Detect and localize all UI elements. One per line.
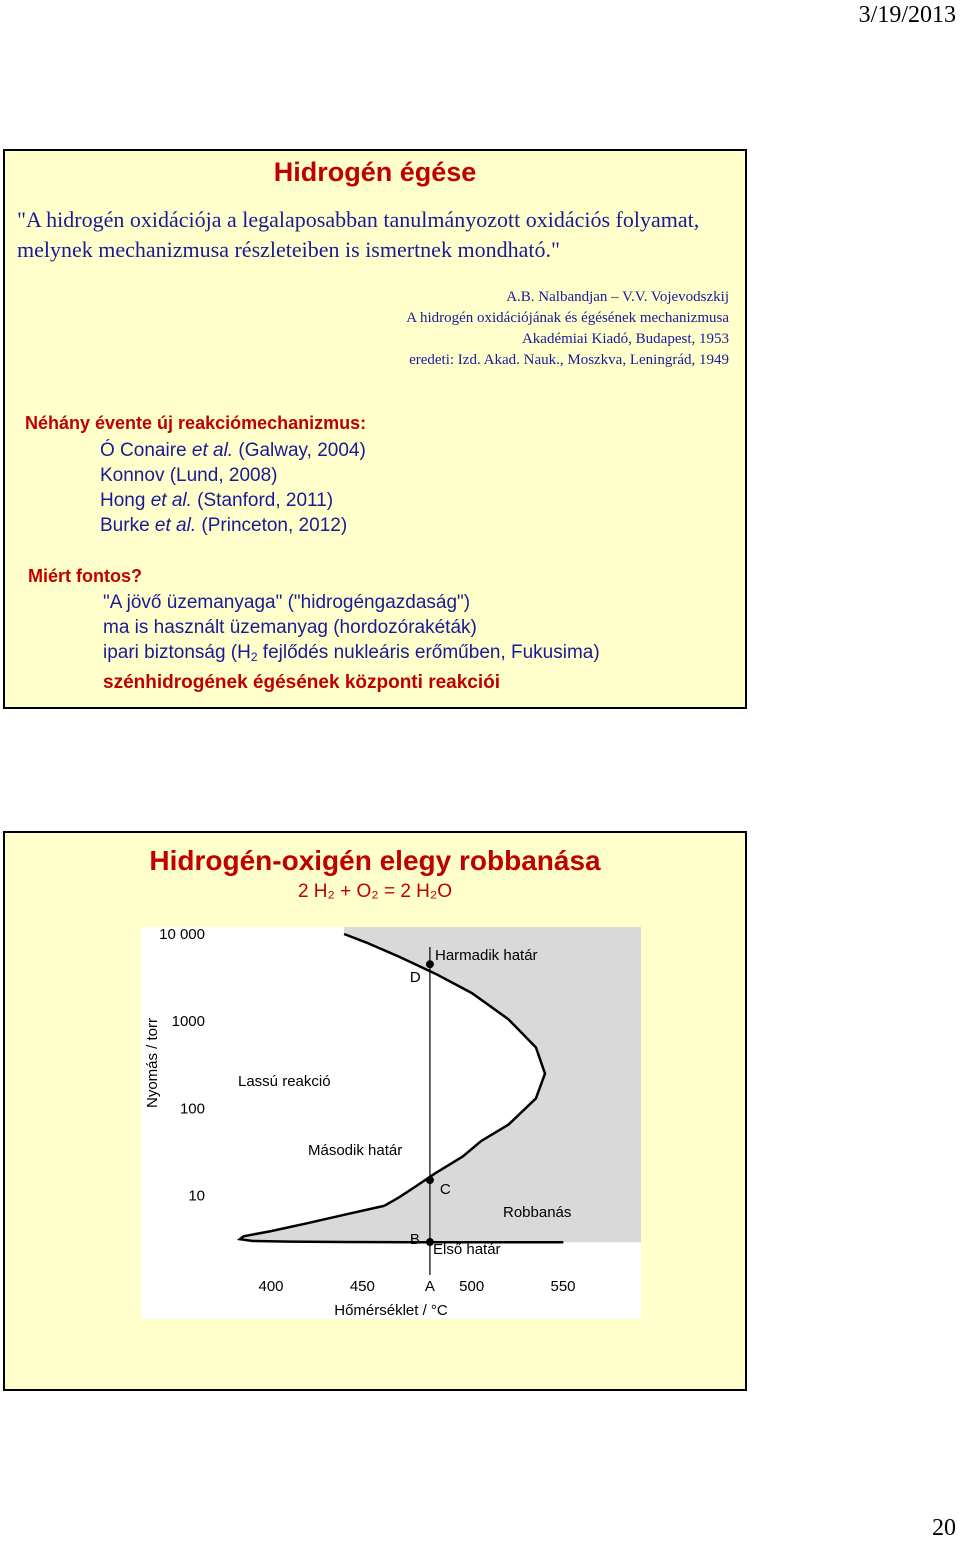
x-tick-label: 400 <box>258 1278 284 1295</box>
list-item: Hong et al. (Stanford, 2011) <box>100 490 334 511</box>
x-tick-label: 450 <box>349 1278 375 1295</box>
list-item: Burke et al. (Princeton, 2012) <box>100 515 348 536</box>
point-label-a: A <box>424 1278 435 1295</box>
reference-line: A.B. Nalbandjan – V.V. Vojevodszkij <box>506 289 729 305</box>
mechanisms-list <box>100 438 366 538</box>
list-item: ipari biztonság ($H_2$ fejlődés nukleáris erőműben, Fukusima) <box>103 642 600 664</box>
slide-title: Hidrogén égése <box>273 157 477 187</box>
x-axis-label: Hőmérséklet / °C <box>334 1302 448 1319</box>
y-tick-label: 1000 <box>171 1013 205 1031</box>
slide-explosion-limits <box>3 831 747 1391</box>
page-number: 20 <box>932 1515 956 1541</box>
y-tick-label: 100 <box>179 1100 205 1118</box>
mechanisms-heading: Néhány évente új reakciómechanizmus: <box>25 413 367 433</box>
annotation-third-limit: Harmadik határ <box>435 947 538 964</box>
reference-line: eredeti: Izd. Akad. Nauk., Moszkva, Leningrád, 1949 <box>409 352 729 368</box>
y-tick-label: 10 <box>188 1187 205 1205</box>
annotation-explosion: Robbanás <box>503 1204 572 1221</box>
y-axis-label: Nyomás / torr <box>144 1017 161 1109</box>
list-item: Konnov (Lund, 2008) <box>100 465 278 486</box>
limit-point-d <box>426 960 434 968</box>
y-tick-label: 10 000 <box>159 927 205 943</box>
annotation-second-limit: Második határ <box>308 1142 403 1159</box>
explosion-limits-chart <box>141 927 641 1319</box>
x-tick-label: 550 <box>550 1278 576 1295</box>
quote-text: "A hidrogén oxidációja a legalaposabban tanulmányozott oxidációs folyamat, melynek mechanizmusa részleteiben is ismertnek mondható." <box>17 207 700 262</box>
list-item: "A jövő üzemanyaga" ("hidrogéngazdaság") <box>103 592 471 613</box>
list-item: Ó Conaire et al. (Galway, 2004) <box>100 440 366 461</box>
point-label-b: B <box>409 1231 420 1249</box>
reaction-equation: 2 H₂ + O₂ = 2 H₂O <box>297 881 453 902</box>
reference-line: A hidrogén oxidációjának és égésének mechanizmusa <box>406 310 729 326</box>
reference-line: Akadémiai Kiadó, Budapest, 1953 <box>521 331 729 347</box>
list-item: ma is használt üzemanyag (hordozórakéták) <box>103 617 477 638</box>
point-label-c: C <box>439 1181 451 1199</box>
annotation-first-limit: Első határ <box>433 1241 501 1258</box>
why-heading: Miért fontos? <box>28 566 142 586</box>
print-date: 3/19/2013 <box>858 2 956 28</box>
slide-title: Hidrogén-oxigén elegy robbanása <box>149 845 601 876</box>
annotation-slow-reaction: Lassú reakció <box>238 1073 331 1090</box>
reference-block <box>406 287 729 371</box>
point-label-d: D <box>409 969 421 987</box>
limit-point-c <box>426 1176 434 1184</box>
list-item: szénhidrogének égésének központi reakciói <box>103 672 501 693</box>
why-list <box>103 590 600 695</box>
slide-hydrogen-combustion <box>3 149 747 709</box>
x-tick-label: 500 <box>459 1278 485 1295</box>
